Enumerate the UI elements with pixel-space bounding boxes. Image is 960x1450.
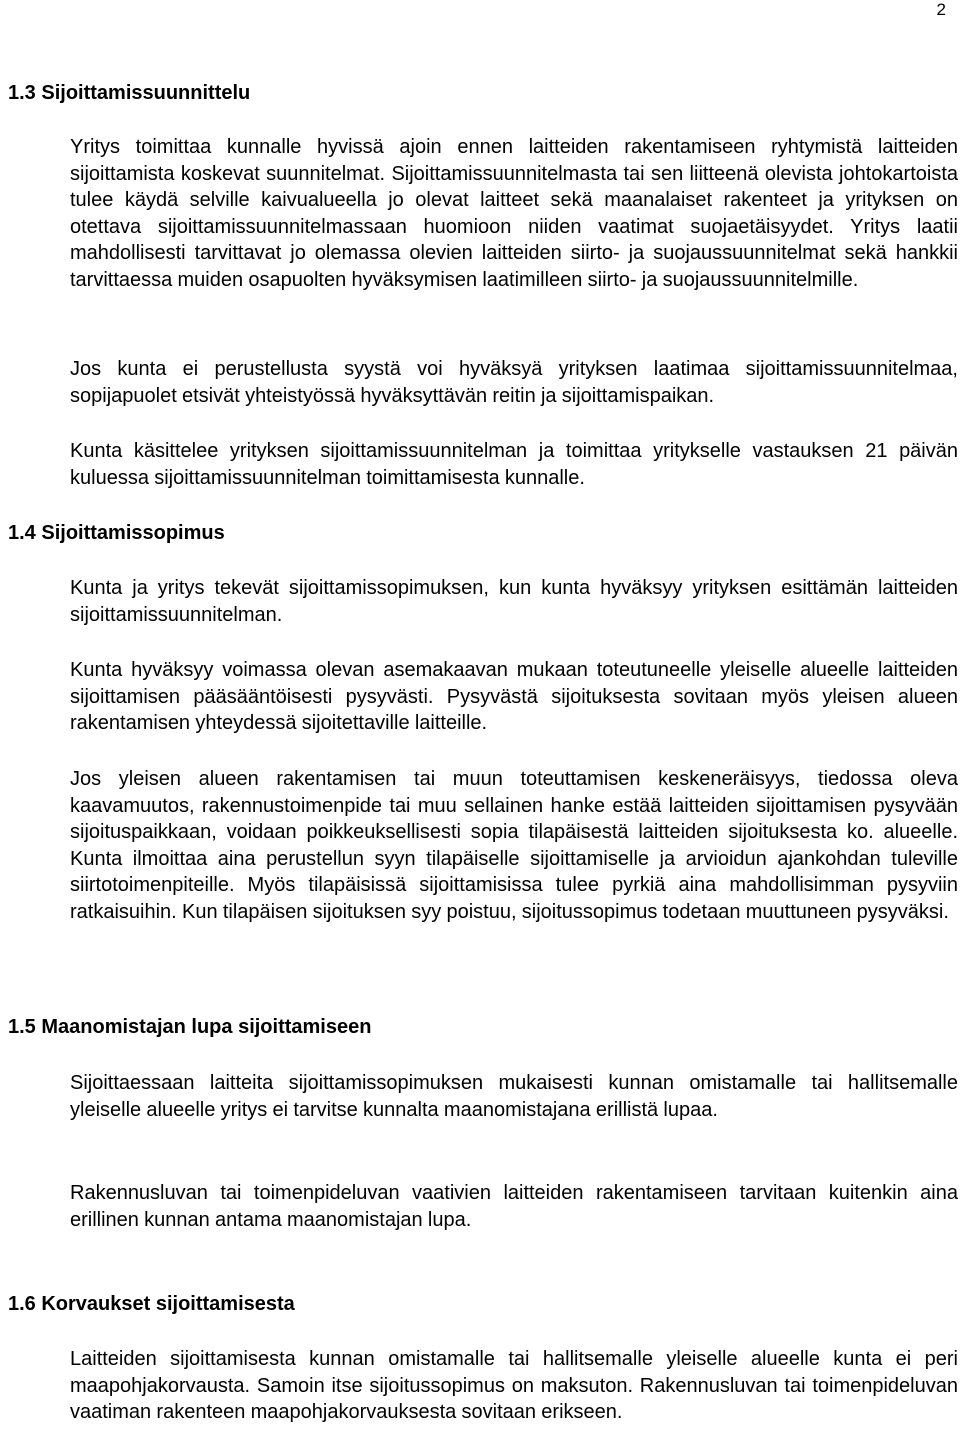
page-number: 2: [936, 0, 946, 19]
paragraph-1-4-3: Jos yleisen alueen rakentamisen tai muun toteuttamisen keskeneräisyys, tiedossa oleva kaavamuutos, rakennustoimenpide tai muu sellainen hanke estää laitteiden sijoittamisen pysyvään sijoituspaikkaan, voidaan poikkeuksellisesti sopia tilapäisestä laitteiden sijoituksesta ko. alueelle. Kunta ilmoittaa aina perustellun syyn tilapäiselle sijoittamiselle ja arvioidun ajankohdan tuleville siirtotoimenpiteille. Myös tilapäisissä sijoittamisissa tulee pyrkiä aina mahdollisimman pysyviin ratkaisuihin. Kun tilapäisen sijoituksen syy poistuu, sijoitussopimus todetaan muuttuneen pysyväksi.: [70, 768, 958, 923]
paragraph-1-5-1: Sijoittaessaan laitteita sijoittamissopimuksen mukaisesti kunnan omistamalle tai hallitsemalle yleiselle alueelle yritys ei tarvitse kunnalta maanomistajana erillistä lupaa.: [70, 1072, 958, 1121]
paragraph-1-5-2: Rakennusluvan tai toimenpideluvan vaativien laitteiden rakentamiseen tarvitaan kuitenkin aina erillinen kunnan antama maanomistajan lupa.: [70, 1182, 958, 1231]
paragraph-1-3-2: Jos kunta ei perustellusta syystä voi hyväksyä yrityksen laatimaa sijoittamissuunnitelmaa, sopijapuolet etsivät yhteistyössä hyväksyttävän reitin ja sijoittamispaikan.: [70, 358, 958, 407]
section-heading-1-5: 1.5 Maanomistajan lupa sijoittamiseen: [8, 1016, 372, 1038]
paragraph-1-4-1: Kunta ja yritys tekevät sijoittamissopimuksen, kun kunta hyväksyy yrityksen esittämän laitteiden sijoittamissuunnitelman.: [70, 577, 958, 626]
section-heading-1-6: 1.6 Korvaukset sijoittamisesta: [8, 1293, 295, 1315]
paragraph-1-6-1: Laitteiden sijoittamisesta kunnan omistamalle tai hallitsemalle yleiselle alueelle kunta ei peri maapohjakorvausta. Samoin itse sijoitussopimus on maksuton. Rakennusluvan tai toimenpideluvan vaatiman rakenteen maapohjakorvauksesta sovitaan erikseen.: [70, 1348, 958, 1424]
paragraph-1-4-2: Kunta hyväksyy voimassa olevan asemakaavan mukaan toteutuneelle yleiselle alueelle laitteiden sijoittamisen pääsääntöisesti pysyvästi. Pysyvästä sijoituksesta sovitaan myös yleisen alueen rakentamisen yhteydessä sijoitettaville laitteille.: [70, 659, 958, 735]
section-heading-1-3: 1.3 Sijoittamissuunnittelu: [8, 82, 251, 104]
paragraph-1-3-3: Kunta käsittelee yrityksen sijoittamissuunnitelman ja toimittaa yritykselle vastauksen 21 päivän kuluessa sijoittamissuunnitelman toimittamisesta kunnalle.: [70, 440, 958, 489]
paragraph-1-3-1: Yritys toimittaa kunnalle hyvissä ajoin ennen laitteiden rakentamiseen ryhtymistä laitteiden sijoittamista koskevat suunnitelmat. Sijoittamissuunnitelmasta tai sen liitteenä olevista johtokartoista tulee käydä selville kaivualueella jo olevat laitteet sekä maanalaiset rakenteet ja yrityksen on otettava sijoittamissuunnitelmassaan huomioon niiden vaatimat suojaetäisyydet. Yritys laatii mahdollisesti tarvittavat jo olemassa olevien laitteiden siirto- ja suojaussuunnitelmat sekä hankkii tarvittaessa muiden osapuolten hyväksymisen laatimilleen siirto- ja suojaussuunnitelmille.: [70, 136, 958, 291]
section-heading-1-4: 1.4 Sijoittamissopimus: [8, 522, 225, 544]
